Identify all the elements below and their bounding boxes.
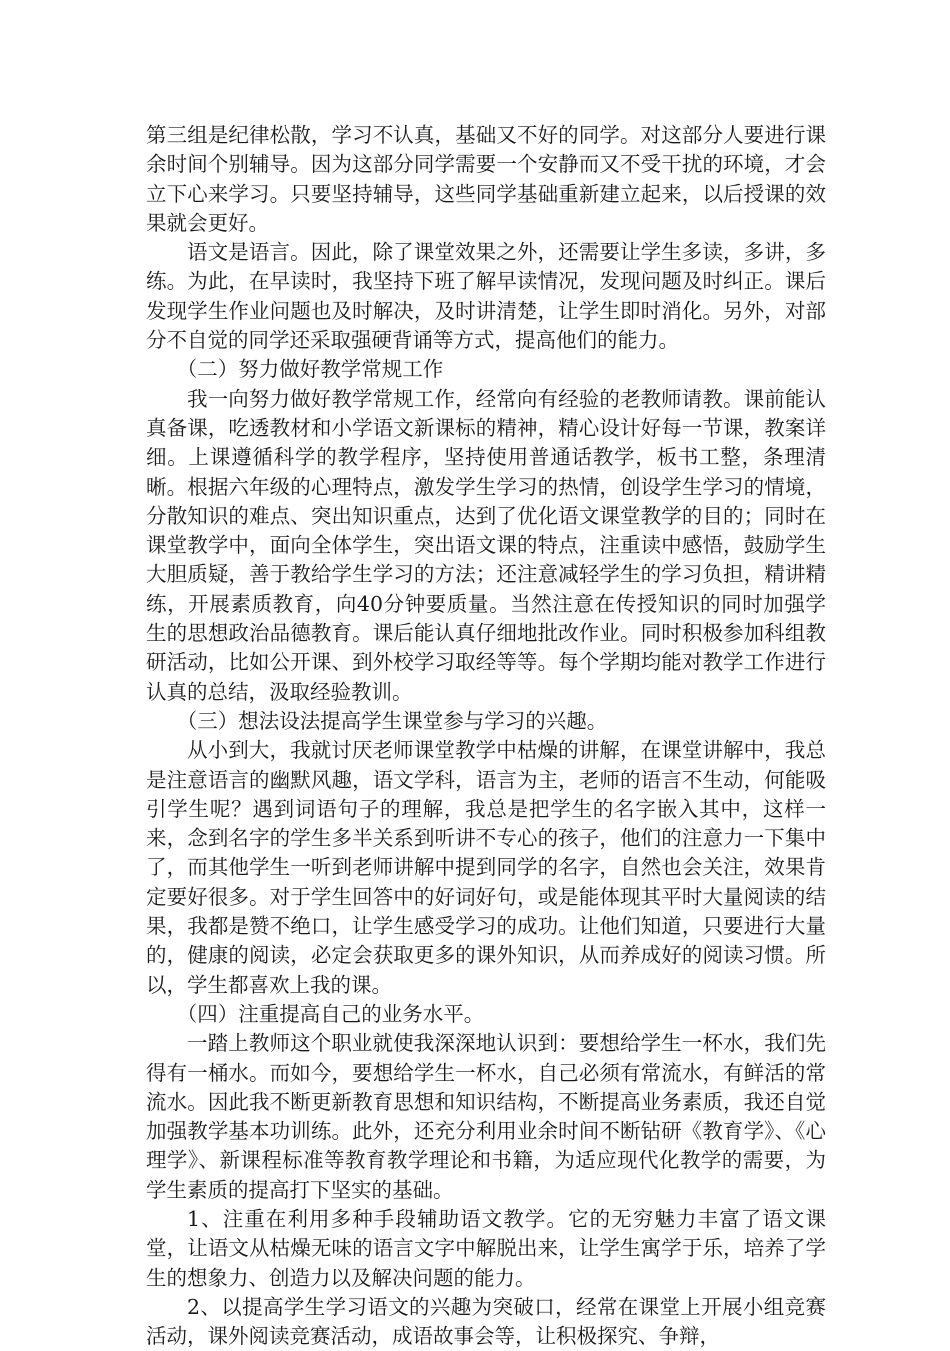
document-page bbox=[146, 121, 826, 1351]
section-heading-professional: （四）注重提高自己的业务水平。 bbox=[176, 1001, 485, 1026]
section-heading-interest: （三）想法设法提高学生课堂参与学习的兴趣。 bbox=[176, 708, 608, 733]
paragraph-reading-practice: 语文是语言。因此，除了课堂效果之外，还需要让学生多读，多讲，多练。为此，在早读时，我坚持下班了解早读情况，发现问题及时纠正。课后发现学生作业问题也及时解决，及时讲清楚，让学生即时消化。另外，对部分不自觉的同学还采取强硬背诵等方式，提高他们的能力。 bbox=[146, 240, 826, 353]
paragraph-professional-growth: 一踏上教师这个职业就使我深深地认识到：要想给学生一杯水，我们先得有一桶水。而如今，要想给学生一杯水，自己必须有常流水，有鲜活的常流水。因此我不断更新教育思想和知识结构，不断提高业务素质，我还自觉加强教学基本功训练。此外，还充分利用业余时间不断钻研《教育学》、《心理学》、新课程标准等教育教学理论和书籍，为适应现代化教学的需要，为学生素质的提高打下坚实的基础。 bbox=[146, 1031, 826, 1202]
section-heading-routine: （二）努力做好教学常规工作 bbox=[176, 357, 444, 382]
paragraph-item-1: 1、注重在利用多种手段辅助语文教学。它的无穷魅力丰富了语文课堂，让语文从枯燥无味的语言文字中解脱出来，让学生寓学于乐，培养了学生的想象力、创造力以及解决问题的能力。 bbox=[146, 1206, 826, 1290]
paragraph-routine-work: 我一向努力做好教学常规工作，经常向有经验的老教师请教。课前能认真备课，吃透教材和小学语文新课标的精神，精心设计好每一节课，教案详细。上课遵循科学的教学程序，坚持使用普通话教学，板书工整，条理清晰。根据六年级的心理特点，激发学生学习的热情，创设学生学习的情境，分散知识的难点、突出知识重点，达到了优化语文课堂教学的目的；同时在课堂教学中，面向全体学生，突出语文课的特点，注重读中感悟，鼓励学生大胆质疑，善于教给学生学习的方法；还注意减轻学生的学习负担，精讲精练，开展素质教育，向40分钟要质量。当然注意在传授知识的同时加强学生的思想政治品德教育。课后能认真仔细地批改作业。同时积极参加科组教研活动，比如公开课、到外校学习取经等等。每个学期均能对教学工作进行认真的总结，汲取经验教训。 bbox=[146, 386, 826, 704]
paragraph-classroom-interest: 从小到大，我就讨厌老师课堂教学中枯燥的讲解，在课堂讲解中，我总是注意语言的幽默风趣，语文学科，语言为主，老师的语言不生动，何能吸引学生呢？遇到词语句子的理解，我总是把学生的名字嵌入其中，这样一来，念到名字的学生多半关系到听讲不专心的孩子，他们的注意力一下集中了，而其他学生一听到老师讲解中提到同学的名字，自然也会关注，效果肯定要好很多。对于学生回答中的好词好句，或是能体现其平时大量阅读的结果，我都是赞不绝口，让学生感受学习的成功。让他们知道，只要进行大量的，健康的阅读，必定会获取更多的课外知识，从而养成好的阅读习惯。所以，学生都喜欢上我的课。 bbox=[146, 738, 826, 997]
paragraph-item-2: 2、以提高学生学习语文的兴趣为突破口，经常在课堂上开展小组竞赛活动，课外阅读竞赛活动，成语故事会等，让积极探究、争辩， bbox=[146, 1294, 826, 1349]
paragraph-discipline-group: 第三组是纪律松散，学习不认真，基础又不好的同学。对这部分人要进行课余时间个别辅导。因为这部分同学需要一个安静而又不受干扰的环境，才会立下心来学习。只要坚持辅导，这些同学基础重新建立起来，以后授课的效果就会更好。 bbox=[146, 123, 826, 235]
